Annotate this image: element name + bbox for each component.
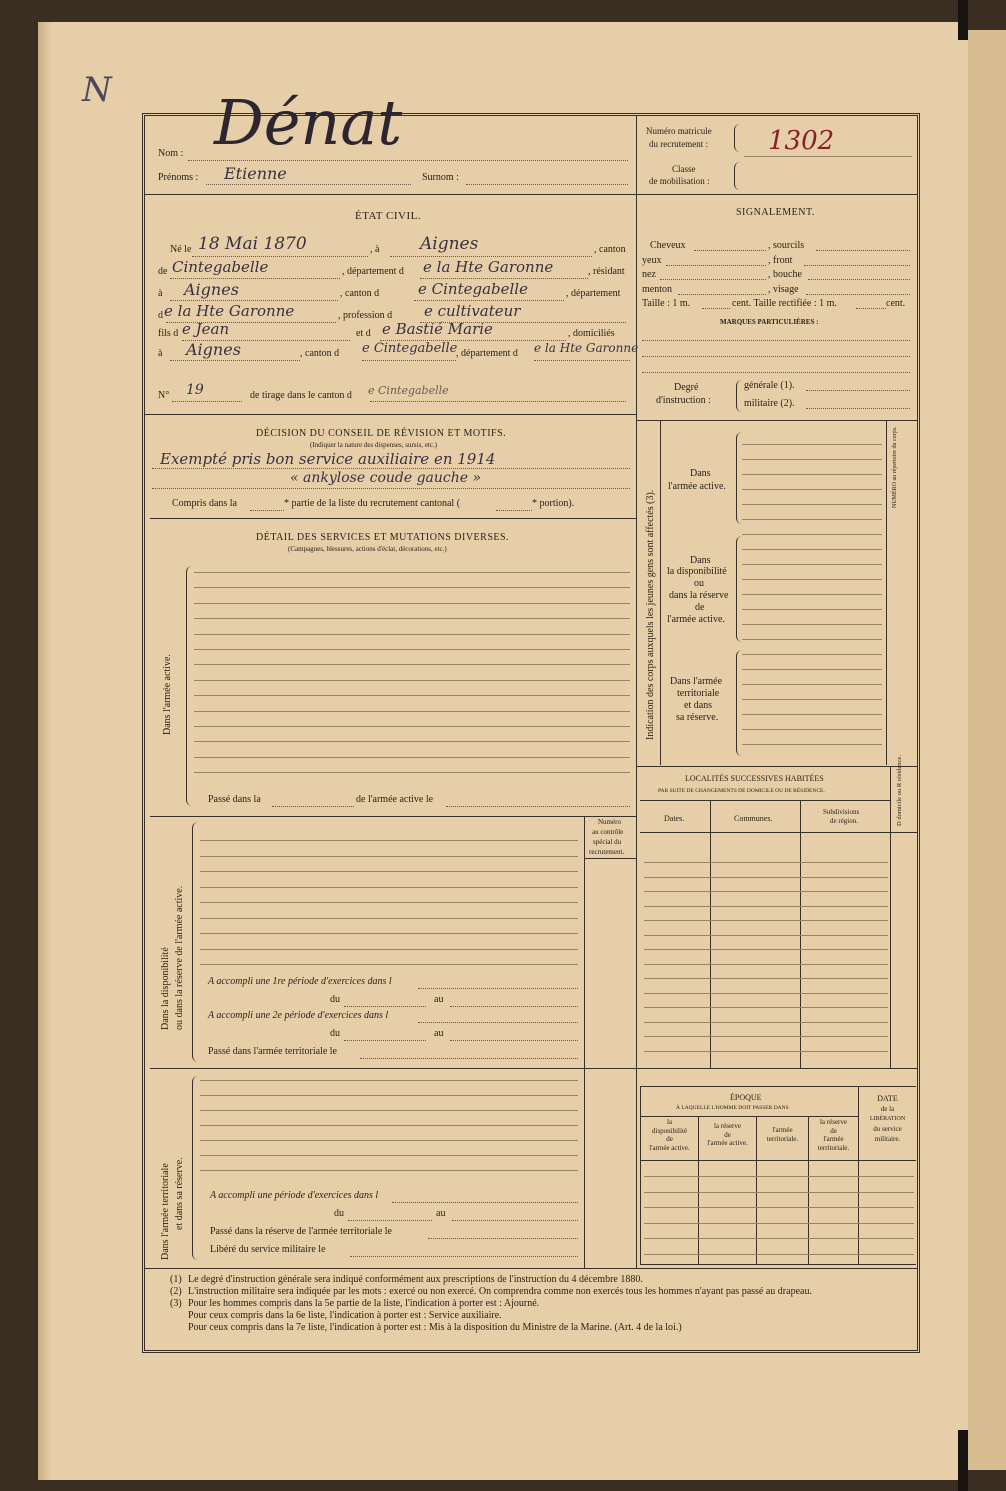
epoque-header-bottom — [640, 1160, 916, 1161]
rule-line — [644, 964, 888, 965]
prenoms-value: Etienne — [224, 164, 287, 183]
corps-side-divider — [660, 420, 661, 765]
rule-line — [644, 1007, 888, 1008]
de-label-2: d — [158, 310, 163, 321]
footnotes — [170, 1274, 812, 1334]
compris-label: Compris dans la — [172, 498, 237, 509]
col-subdiv-2: de région. — [830, 817, 858, 825]
du-label-3: du — [334, 1208, 344, 1219]
au-label-2: au — [434, 1028, 444, 1039]
prenoms-line — [206, 184, 411, 185]
bouche-line — [808, 279, 910, 280]
decision-line-1: Exempté pris bon service auxiliaire en 1914 — [160, 450, 496, 468]
localites-header-bottom — [640, 832, 918, 833]
accompli-3-label: A accompli une période d'exercices dans l — [210, 1190, 379, 1201]
rule-line — [200, 1155, 578, 1156]
rule-line — [742, 609, 882, 610]
signalement-title: SIGNALEMENT. — [736, 207, 815, 218]
au-label-1: au — [434, 994, 444, 1005]
rule-line — [194, 649, 630, 650]
active-side-label: Dans l'armée active. — [162, 654, 173, 735]
corps-dispo-3: ou — [694, 578, 704, 589]
rule-line — [644, 920, 888, 921]
dispo-brace — [192, 822, 199, 1062]
cheveux-label: Cheveux — [650, 240, 686, 251]
col-dates: Dates. — [664, 814, 685, 823]
matricule-brace — [734, 124, 741, 152]
birth-place-line — [390, 256, 592, 257]
sourcils-label: , sourcils — [768, 240, 805, 251]
departement-value: e la Hte Garonne — [423, 258, 554, 276]
rule-line — [742, 729, 882, 730]
numero-label-1: Numéro — [598, 818, 621, 826]
header-divider — [145, 194, 917, 195]
rule-line — [200, 1080, 578, 1081]
visage-line — [806, 294, 910, 295]
residence: Aignes — [184, 280, 239, 299]
libere-line — [350, 1256, 578, 1257]
column-divider — [636, 116, 637, 1269]
militaire-label: militaire (2). — [744, 398, 795, 409]
corps-numero-divider — [886, 420, 887, 765]
canton-de-label-2: , canton d — [300, 348, 340, 359]
margin-mark: N — [82, 70, 112, 110]
passe-territoriale-line — [360, 1058, 578, 1059]
rule-line — [742, 744, 882, 745]
profession: e cultivateur — [424, 302, 521, 320]
rule-line — [194, 618, 630, 619]
terr-column-divider — [584, 1068, 585, 1268]
rule-line — [194, 726, 630, 727]
rule-line — [644, 1207, 914, 1208]
rule-line — [644, 906, 888, 907]
taille-rect-line — [856, 308, 886, 309]
dispo-side-2: ou dans la réserve de l'armée active. — [174, 885, 185, 1030]
name-value: Dénat — [214, 86, 403, 159]
epoque-bottom-border — [640, 1264, 916, 1265]
bookmark-ribbon-top — [958, 0, 968, 40]
corps-active-1: Dans — [690, 468, 711, 479]
rule-line — [644, 978, 888, 979]
rule-line — [742, 684, 882, 685]
next-page-edge — [968, 30, 1006, 1470]
prenoms-label: Prénoms : — [158, 172, 199, 183]
accompli-3-line — [392, 1202, 578, 1203]
services-title: DÉTAIL DES SERVICES ET MUTATIONS DIVERSES. — [256, 532, 510, 543]
rule-line — [200, 902, 578, 903]
generale-label: générale (1). — [744, 380, 795, 391]
rule-line — [194, 587, 630, 588]
a-label-3: à — [158, 348, 163, 359]
rule-line — [742, 534, 882, 535]
localites-divider — [636, 1068, 917, 1069]
tirage-canton-line — [370, 401, 626, 402]
localites-dr-divider — [890, 766, 891, 1068]
nez-line — [660, 279, 766, 280]
degre-brace — [736, 380, 743, 412]
nez-label: nez — [642, 269, 656, 280]
surnom-label: Surnom : — [422, 172, 459, 183]
rule-line — [200, 887, 578, 888]
rule-line — [742, 474, 882, 475]
corps-dispo-1: Dans — [690, 555, 711, 566]
rule-line — [194, 572, 630, 573]
corps-side-label: Indication des corps auxquels les jeunes gens sont affectés (3). — [645, 489, 656, 740]
residence-dept: e la Hte Garonne — [164, 302, 295, 320]
footnote: (1) Le degré d'instruction générale sera indiqué conformément aux prescriptions de l'instruction du 4 décembre 1880. — [170, 1274, 643, 1285]
footnote: Pour ceux compris dans la 6e liste, l'indication à porter est : Service auxiliaire. — [188, 1310, 502, 1321]
marques-line-2 — [642, 356, 910, 357]
taille-label: Taille : 1 m. — [642, 298, 691, 309]
residence-line — [170, 300, 338, 301]
epoque-subtitle: À LAQUELLE L'HOMME DOIT PASSER DANS — [676, 1105, 789, 1111]
corps-dispo-5: de — [695, 602, 705, 613]
localites-subtitle: PAR SUITE DE CHANGEMENTS DE DOMICILE OU DE RÉSIDENCE. — [658, 788, 825, 794]
parents-place: Aignes — [186, 340, 241, 359]
parents-dept: e la Hte Garonne — [534, 341, 639, 355]
bookmark-ribbon-bottom — [958, 1430, 968, 1491]
rule-line — [200, 1125, 578, 1126]
rule-line — [742, 654, 882, 655]
decision-divider — [150, 518, 636, 519]
classe-label-2: de mobilisation : — [649, 176, 710, 186]
etat-civil-title: ÉTAT CIVIL. — [355, 210, 422, 222]
canton-line — [170, 278, 340, 279]
rule-line — [742, 579, 882, 580]
departement-de-label: , département d — [342, 266, 404, 277]
rule-line — [644, 1254, 914, 1255]
numero-label-3: spécial du — [593, 838, 622, 846]
active-divider — [150, 816, 636, 817]
marques-line-1 — [642, 340, 910, 341]
passe-territoriale-label: Passé dans l'armée territoriale le — [208, 1046, 337, 1057]
corps-dispo-4: dans la réserve — [669, 590, 729, 601]
rule-line — [194, 711, 630, 712]
father: e Jean — [182, 320, 230, 338]
active-brace — [186, 566, 193, 806]
rule-line — [742, 519, 882, 520]
menton-label: menton — [642, 284, 672, 295]
footnote: Pour ceux compris dans la 7e liste, l'indication à porter est : Mis à la disposition du Ministre de la Marine. (Art. 4 de la loi.) — [188, 1322, 682, 1333]
bouche-label: , bouche — [768, 269, 802, 280]
rule-line — [200, 949, 578, 950]
birth-date-line — [192, 256, 368, 257]
rule-line — [194, 772, 630, 773]
rule-line — [200, 840, 578, 841]
decision-rule-2 — [152, 488, 630, 489]
a-label-2: à — [158, 288, 163, 299]
canton-de-label: , canton d — [340, 288, 380, 299]
ne-le-label: Né le — [170, 244, 192, 255]
armee-active-date-line — [446, 806, 630, 807]
cent-label: cent. — [886, 298, 906, 309]
corps-dispo-6: l'armée active. — [667, 614, 725, 625]
matricule-label-2: du recrutement : — [649, 139, 708, 149]
etat-civil-divider — [145, 414, 636, 415]
decision-rule-1 — [152, 468, 630, 469]
passe-dans-la-label: Passé dans la — [208, 794, 261, 805]
parents-place-line — [170, 360, 300, 361]
tirage-no-label: N° — [158, 390, 170, 401]
rule-line — [644, 1036, 888, 1037]
corps-numero-label: NUMÉRO au répertoire du corps. — [892, 426, 898, 508]
name-line — [188, 160, 628, 161]
classe-label-1: Classe — [672, 164, 696, 174]
numero-label-4: recrutement. — [589, 848, 625, 856]
rule-line — [200, 918, 578, 919]
epoque-col3-header: l'armée territoriale. — [766, 1126, 799, 1143]
au-line-2 — [450, 1040, 578, 1041]
localites-header-top — [640, 800, 890, 801]
rule-line — [644, 935, 888, 936]
residence-canton-line — [414, 300, 564, 301]
matricule-line — [744, 156, 912, 157]
rule-line — [194, 680, 630, 681]
yeux-label: yeux — [642, 255, 662, 266]
rule-line — [194, 757, 630, 758]
col-communes: Communes. — [734, 814, 773, 823]
corps-terr-3: et dans — [684, 700, 713, 711]
du-line-3 — [348, 1220, 432, 1221]
et-de-label: et d — [356, 328, 371, 339]
rule-line — [742, 714, 882, 715]
rule-line — [644, 1176, 914, 1177]
compris-line — [250, 510, 284, 511]
rule-line — [742, 639, 882, 640]
numero-header-divider — [584, 858, 636, 859]
corps-terr-2: territoriale — [677, 688, 720, 699]
services-subtitle: (Campagnes, blessures, actions d'éclat, décorations, etc.) — [288, 545, 447, 553]
rule-line — [644, 1238, 914, 1239]
domicilies-label: , domiciliés — [568, 328, 615, 339]
militaire-line — [806, 408, 910, 409]
canton-label: , canton — [594, 244, 626, 255]
au-line-3 — [452, 1220, 578, 1221]
footnote: (2) L'instruction militaire sera indiquée par les mots : exercé ou non exercé. On comprendra comme non exercés tous les hommes n'ayant pas passé au drapeau. — [170, 1286, 812, 1297]
rule-line — [644, 1223, 914, 1224]
decision-line-2: « ankylose coude gauche » — [290, 470, 482, 486]
classe-brace — [734, 162, 741, 190]
fils-de-label: fils d — [158, 328, 179, 339]
du-line-1 — [344, 1006, 426, 1007]
rule-line — [644, 1051, 888, 1052]
taille-rect-label: cent. Taille rectifiée : 1 m. — [732, 298, 837, 309]
epoque-date-header: DATE de la LIBÉRATION du service militaire. — [869, 1094, 906, 1143]
localites-side-label: D domicile ou R résidence. — [896, 755, 903, 826]
departement-d-label: , département d — [456, 348, 518, 359]
col-subdiv-1: Subdivisions — [823, 808, 860, 816]
front-line — [804, 265, 910, 266]
tirage-no: 19 — [186, 382, 204, 398]
corps-active-2: l'armée active. — [668, 481, 726, 492]
rule-line — [194, 603, 630, 604]
tirage-canton: e Cintegabelle — [368, 384, 449, 397]
dispo-divider — [150, 1068, 636, 1069]
name-label: Nom : — [158, 148, 184, 159]
notes-divider — [145, 1268, 917, 1269]
corps-active-brace — [736, 432, 743, 524]
rule-line — [194, 741, 630, 742]
taille-line — [702, 308, 730, 309]
rule-line — [742, 624, 882, 625]
rule-line — [742, 549, 882, 550]
visage-label: , visage — [768, 284, 799, 295]
epoque-title: ÉPOQUE — [730, 1093, 762, 1102]
epoque-col1-header: la disponibilité de l'armée active. — [649, 1118, 690, 1152]
signalement-divider — [636, 420, 917, 421]
du-label-2: du — [330, 1028, 340, 1039]
rule-line — [644, 949, 888, 950]
de-armee-active-label: de l'armée active le — [356, 794, 434, 805]
corps-terr-brace — [736, 650, 743, 756]
rule-line — [742, 564, 882, 565]
parents-canton: e Cintegabelle — [362, 341, 458, 356]
localites-title: LOCALITÉS SUCCESSIVES HABITÉES — [685, 774, 824, 783]
passe-reserve-terr-line — [428, 1238, 578, 1239]
cheveux-line — [694, 250, 766, 251]
footnote: (3) Pour les hommes compris dans la 5e partie de la liste, l'indication à porter est : Ajourné. — [170, 1298, 540, 1309]
epoque-subheader-border — [640, 1116, 858, 1117]
accompli-1-label: A accompli une 1re période d'exercices dans l — [208, 976, 392, 987]
epoque-left-border — [640, 1086, 641, 1264]
corps-divider — [636, 766, 917, 767]
rule-line — [200, 1095, 578, 1096]
rule-line — [200, 964, 578, 965]
a-label: , à — [370, 244, 380, 255]
passe-reserve-terr-label: Passé dans la réserve de l'armée territoriale le — [210, 1226, 392, 1237]
terr-side-1: Dans l'armée territoriale — [160, 1163, 171, 1260]
rule-line — [644, 1192, 914, 1193]
parents-dept-line — [534, 360, 630, 361]
rule-line — [194, 634, 630, 635]
accompli-2-label: A accompli une 2e période d'exercices dans l — [208, 1010, 389, 1021]
rule-line — [742, 459, 882, 460]
degre-label-1: Degré — [674, 382, 699, 393]
rule-line — [194, 664, 630, 665]
rule-line — [644, 877, 888, 878]
decision-subtitle: (Indiquer la nature des dispenses, sursis, etc.) — [310, 441, 437, 449]
degre-label-2: d'instruction : — [656, 395, 711, 406]
tirage-label: de tirage dans le canton d — [250, 390, 352, 401]
rule-line — [200, 933, 578, 934]
passe-dans-la-line — [272, 806, 354, 807]
rule-line — [742, 669, 882, 670]
marques-line-3 — [642, 372, 910, 373]
matricule-value: 1302 — [768, 126, 835, 156]
marques-label: MARQUES PARTICULIÈRES : — [720, 318, 819, 326]
rule-line — [742, 444, 882, 445]
rule-line — [644, 862, 888, 863]
rule-line — [644, 993, 888, 994]
numero-column-divider — [584, 816, 585, 1068]
front-label: , front — [768, 255, 793, 266]
partie-label: * partie de la liste du recrutement cantonal ( — [284, 498, 461, 509]
departement-line — [420, 278, 588, 279]
epoque-col2-header: la réserve de l'armée active. — [707, 1122, 748, 1147]
mother: e Bastié Marie — [382, 320, 493, 338]
accompli-1-line — [418, 988, 578, 989]
birth-date: 18 Mai 1870 — [198, 234, 307, 254]
rule-line — [742, 699, 882, 700]
yeux-line — [666, 265, 766, 266]
au-label-3: au — [436, 1208, 446, 1219]
corps-dispo-brace — [736, 536, 743, 642]
parents-canton-line — [362, 360, 456, 361]
residence-canton: e Cintegabelle — [418, 280, 528, 298]
page-edge — [38, 22, 52, 1480]
tirage-no-line — [172, 401, 242, 402]
portion-line — [496, 510, 532, 511]
portion-label: * portion). — [532, 498, 575, 509]
numero-label-2: au contrôle — [592, 828, 624, 836]
rule-line — [200, 1140, 578, 1141]
rule-line — [742, 489, 882, 490]
canton-value: Cintegabelle — [172, 258, 269, 276]
rule-line — [742, 594, 882, 595]
dispo-side-1: Dans la disponibilité — [160, 947, 171, 1030]
departement-label: , département — [566, 288, 621, 299]
accompli-2-line — [418, 1022, 578, 1023]
rule-line — [200, 1170, 578, 1171]
de-label-1: de — [158, 266, 168, 277]
generale-line — [806, 390, 910, 391]
corps-terr-1: Dans l'armée — [670, 676, 723, 687]
rule-line — [200, 871, 578, 872]
du-line-2 — [344, 1040, 426, 1041]
residant-label: , résidant — [588, 266, 625, 277]
rule-line — [644, 1022, 888, 1023]
birth-place: Aignes — [420, 234, 479, 254]
du-label-1: du — [330, 994, 340, 1005]
terr-side-2: et dans sa réserve. — [174, 1157, 185, 1230]
rule-line — [200, 856, 578, 857]
rule-line — [194, 695, 630, 696]
sourcils-line — [816, 250, 910, 251]
rule-line — [742, 504, 882, 505]
surnom-line — [466, 184, 628, 185]
terr-brace — [192, 1076, 199, 1260]
profession-label: , profession d — [338, 310, 393, 321]
libere-label: Libéré du service militaire le — [210, 1244, 326, 1255]
corps-dispo-2: la disponibilité — [667, 566, 727, 577]
rule-line — [200, 1110, 578, 1111]
matricule-label-1: Numéro matricule — [646, 126, 712, 136]
epoque-col4-header: la réserve de l'armée territoriale. — [817, 1118, 850, 1152]
epoque-top-border — [640, 1086, 916, 1087]
corps-terr-4: sa réserve. — [676, 712, 719, 723]
decision-title: DÉCISION DU CONSEIL DE RÉVISION ET MOTIFS. — [256, 428, 507, 439]
menton-line — [678, 294, 766, 295]
au-line-1 — [450, 1006, 578, 1007]
rule-line — [644, 891, 888, 892]
